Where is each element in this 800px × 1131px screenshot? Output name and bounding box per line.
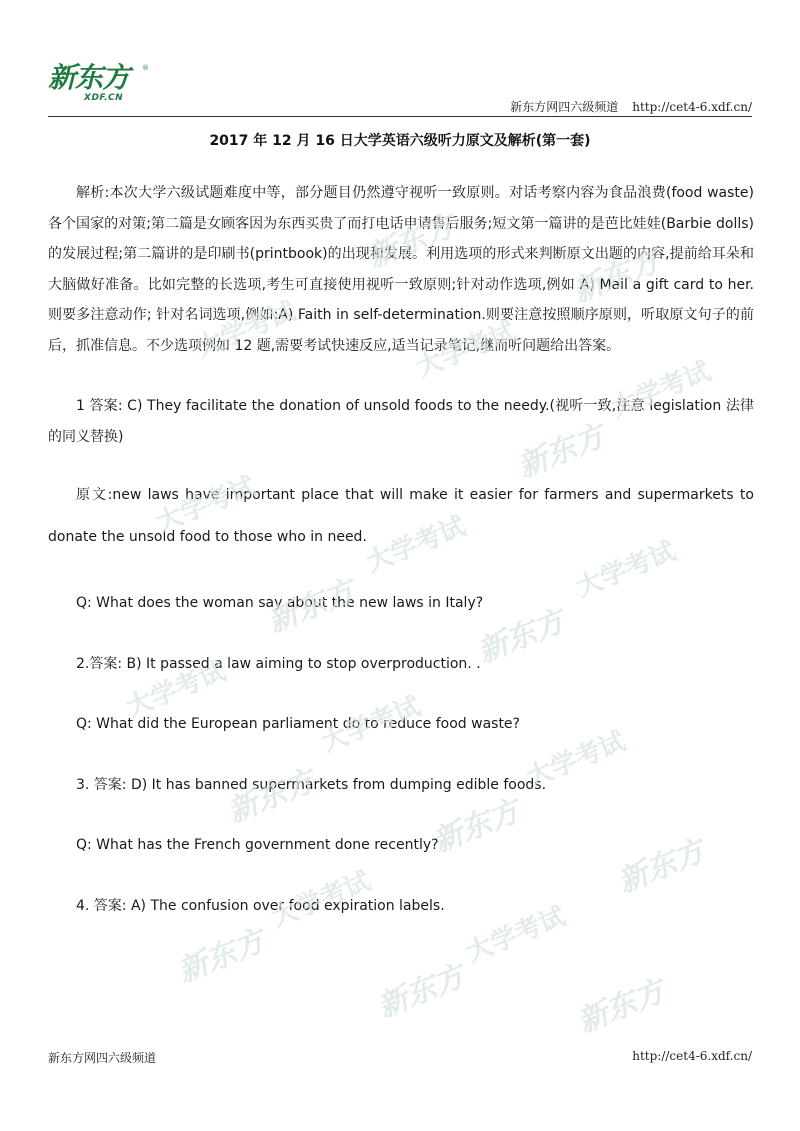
watermark-exam: 大学考试 [412, 316, 520, 384]
watermark-exam: 大学考试 [192, 296, 300, 364]
answer-2: 2.答案: B) It passed a law aiming to stop overproduction. . [76, 655, 481, 672]
watermark-brand: 新东方 [572, 973, 670, 1040]
watermark-brand: 新东方 [362, 208, 460, 275]
watermark-exam: 大学考试 [607, 356, 715, 424]
answer-3: 3. 答案: D) It has banned supermarkets from dumping edible foods. [76, 776, 547, 793]
watermark-exam: 大学考试 [267, 866, 375, 934]
page-title: 2017 年 12 月 16 日大学英语六级听力原文及解析(第一套) [209, 133, 591, 149]
watermark-exam: 大学考试 [122, 656, 230, 724]
footer-channel: 新东方网四六级频道 [48, 1051, 157, 1065]
page-header [510, 98, 752, 115]
original-text-1: 原文:new laws have important place that will make it easier for farmers and supermarkets to donate the unsold food to those who in need. [48, 487, 754, 545]
analysis-paragraph: 解析:本次大学六级试题难度中等，部分题目仍然遵守视听一致原则。对话考察内容为食品浪费(food waste)各个国家的对策;第二篇是女顾客因为东西买贵了而打电话申请售后服务;短文第一篇讲的是芭比娃娃(Barbie dolls)的发展过程;第二篇讲的是印刷书(printbook)的出现和发展。利用选项的形式来判断原文出题的内容,提前给耳朵和大脑做好准备。比如完整的长选项,考生可直接使用视听一致原则;针对动作选项,例如 A) Mail a gift card to her.则要多注意动作; 针对名词选项,例如:A) Faith in self-determination.则要注意按照顺序原则，听取原文句子的前后，抓准信息。不少选项例如 12 题,需要考试快速反应,适当记录笔记,继而听问题给出答案。 [48, 185, 754, 354]
logo-text: 新东方 [48, 61, 130, 94]
document-body [48, 178, 754, 951]
watermark-brand: 新东方 [222, 763, 320, 830]
watermark-exam: 大学考试 [522, 726, 630, 794]
watermark-exam: 大学考试 [572, 536, 680, 604]
watermark-brand: 新东方 [427, 793, 525, 860]
logo-subtext: XDF.CN [84, 93, 124, 103]
watermark-exam: 大学考试 [362, 511, 470, 579]
watermark-brand: 新东方 [612, 833, 710, 900]
footer-url: http://cet4-6.xdf.cn/ [632, 1049, 752, 1063]
watermark-exam: 大学考试 [152, 471, 260, 539]
watermark-brand: 新东方 [262, 573, 360, 640]
answer-4: 4. 答案: A) The confusion over food expiration labels. [76, 897, 445, 914]
watermark-exam: 大学考试 [317, 691, 425, 759]
header-channel: 新东方网四六级频道 [510, 100, 619, 114]
watermark-brand: 新东方 [472, 603, 570, 670]
xdf-logo [48, 62, 152, 108]
answer-1: 1 答案: C) They facilitate the donation of unsold foods to the needy.(视听一致,注意 legislation 法律的同义替换) [48, 398, 754, 445]
watermark-brand: 新东方 [512, 418, 610, 485]
question-1: Q: What does the woman say about the new laws in Italy? [76, 595, 484, 611]
header-url: http://cet4-6.xdf.cn/ [632, 100, 752, 114]
question-2: Q: What did the European parliament do to reduce food waste? [76, 716, 520, 732]
watermark-exam: 大学考试 [462, 901, 570, 969]
registered-mark: ® [142, 64, 149, 72]
question-3: Q: What has the French government done recently? [76, 837, 439, 853]
watermark-brand: 新东方 [372, 958, 470, 1025]
header-divider [48, 116, 752, 117]
watermark-brand: 新东方 [172, 923, 270, 990]
watermark-brand: 新东方 [567, 243, 665, 310]
